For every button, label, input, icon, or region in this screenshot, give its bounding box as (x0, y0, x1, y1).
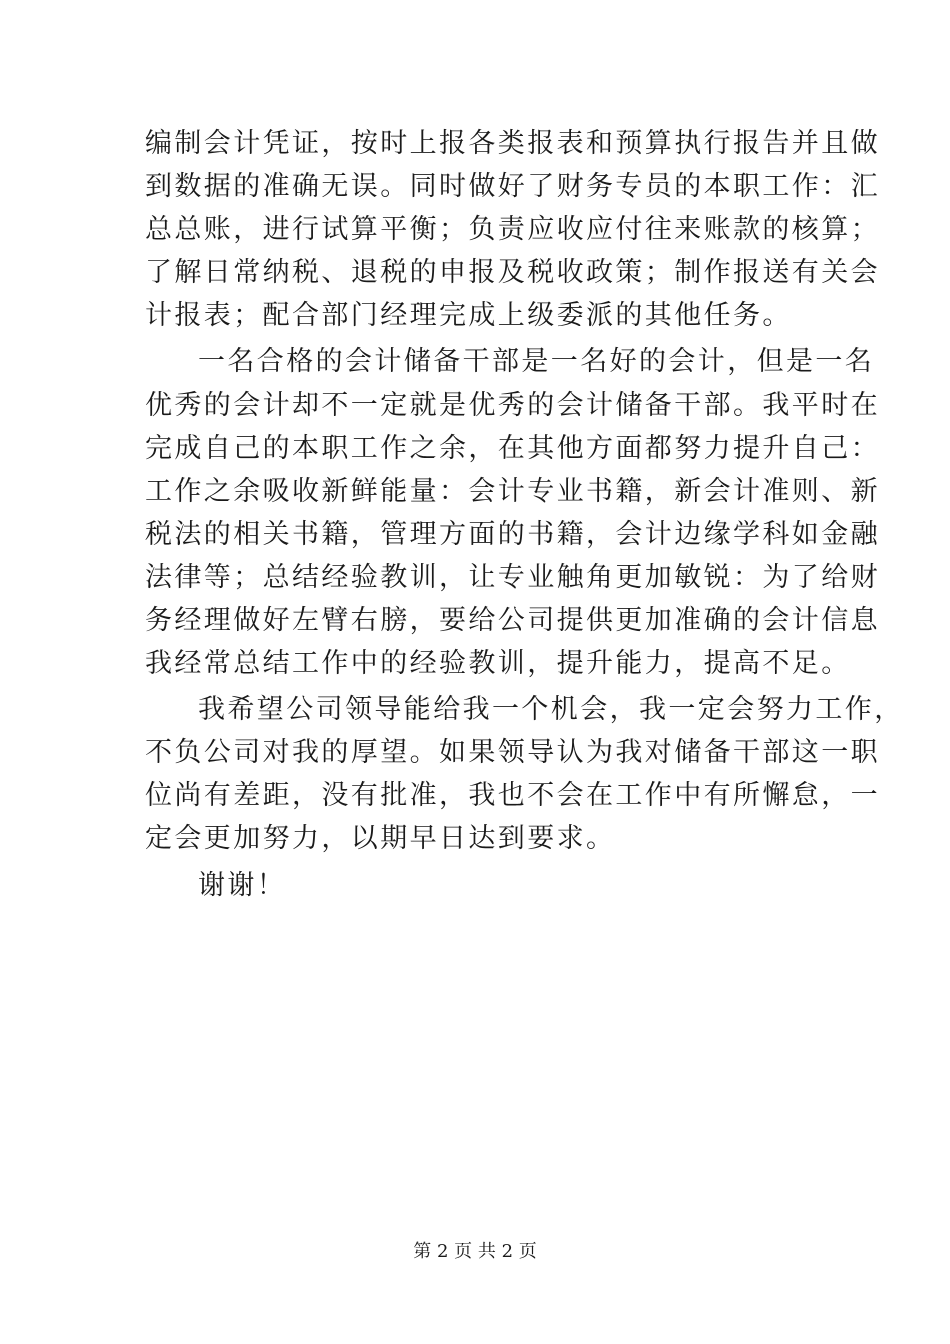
text-line: 计报表；配合部门经理完成上级委派的其他任务。 (145, 300, 792, 331)
paragraph-start-line: 一名合格的会计储备干部是一名好的会计，但是一名 (198, 346, 875, 377)
paragraph-start-line: 我希望公司领导能给我一个机会，我一定会努力工作， (198, 694, 904, 725)
text-line: 优秀的会计却不一定就是优秀的会计储备干部。我平时在 (145, 390, 880, 421)
text-line: 位尚有差距，没有批准，我也不会在工作中有所懈怠，一 (145, 780, 880, 811)
text-line: 到数据的准确无误。同时做好了财务专员的本职工作：汇 (145, 171, 880, 202)
text-line: 完成自己的本职工作之余，在其他方面都努力提升自己： (145, 433, 880, 464)
text-line: 定会更加努力，以期早日达到要求。 (145, 823, 616, 854)
text-line: 不负公司对我的厚望。如果领导认为我对储备干部这一职 (145, 737, 880, 768)
text-line: 编制会计凭证，按时上报各类报表和预算执行报告并且做 (145, 128, 880, 159)
text-line: 法律等；总结经验教训，让专业触角更加敏锐：为了给财 (145, 562, 880, 593)
closing-line: 谢谢！ (198, 870, 287, 901)
text-line: 税法的相关书籍，管理方面的书籍，会计边缘学科如金融 (145, 519, 880, 550)
text-line: 总总账，进行试算平衡；负责应收应付往来账款的核算； (145, 214, 880, 245)
text-line: 工作之余吸收新鲜能量：会计专业书籍，新会计准则、新 (145, 476, 880, 507)
page-number-footer: 第 2 页 共 2 页 (413, 1241, 537, 1262)
text-line: 务经理做好左臂右膀，要给公司提供更加准确的会计信息 (145, 605, 880, 636)
text-line: 了解日常纳税、退税的申报及税收政策；制作报送有关会 (145, 257, 880, 288)
text-line: 我经常总结工作中的经验教训，提升能力，提高不足。 (145, 648, 851, 679)
